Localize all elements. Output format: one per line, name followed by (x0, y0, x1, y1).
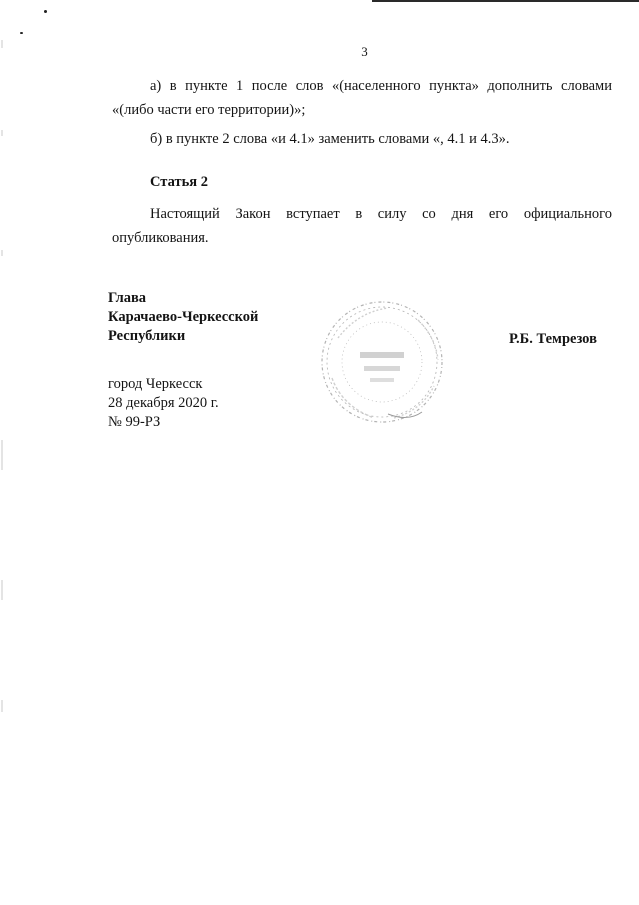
signatory-title-line-2: Карачаево-Черкесской (108, 309, 259, 325)
paragraph-article-2-line-1: Настоящий Закон вступает в силу со дня его официального (150, 206, 612, 222)
paragraph-a-line-1: а) в пункте 1 после слов «(населенного пункта» дополнить словами (150, 78, 612, 94)
meta-city: город Черкесск (108, 376, 203, 392)
meta-date: 28 декабря 2020 г. (108, 395, 219, 411)
signatory-title (108, 289, 258, 346)
signer-name: Р.Б. Темрезов (509, 331, 597, 347)
page-number: 3 (361, 44, 368, 59)
scan-speck (20, 32, 23, 34)
document-meta (108, 375, 219, 432)
article-heading: Статья 2 (150, 174, 208, 190)
scan-speck (44, 10, 47, 13)
paragraph-article-2-line-2: опубликования. (112, 230, 209, 246)
scan-edge-line (372, 0, 639, 2)
left-margin-scan-marks (0, 0, 6, 905)
meta-law-number: № 99-РЗ (108, 414, 161, 430)
paragraph-b (112, 127, 612, 151)
signatory-title-line-1: Глава (108, 290, 147, 306)
signatory-title-line-3: Республики (108, 328, 186, 344)
paragraph-a (112, 74, 612, 122)
paragraph-article-2 (112, 202, 612, 250)
paragraph-a-line-2: «(либо части его территории)»; (112, 102, 306, 118)
official-seal-stamp (318, 298, 446, 426)
paragraph-b-line-1: б) в пункте 2 слова «и 4.1» заменить словами «, 4.1 и 4.3». (150, 131, 510, 147)
